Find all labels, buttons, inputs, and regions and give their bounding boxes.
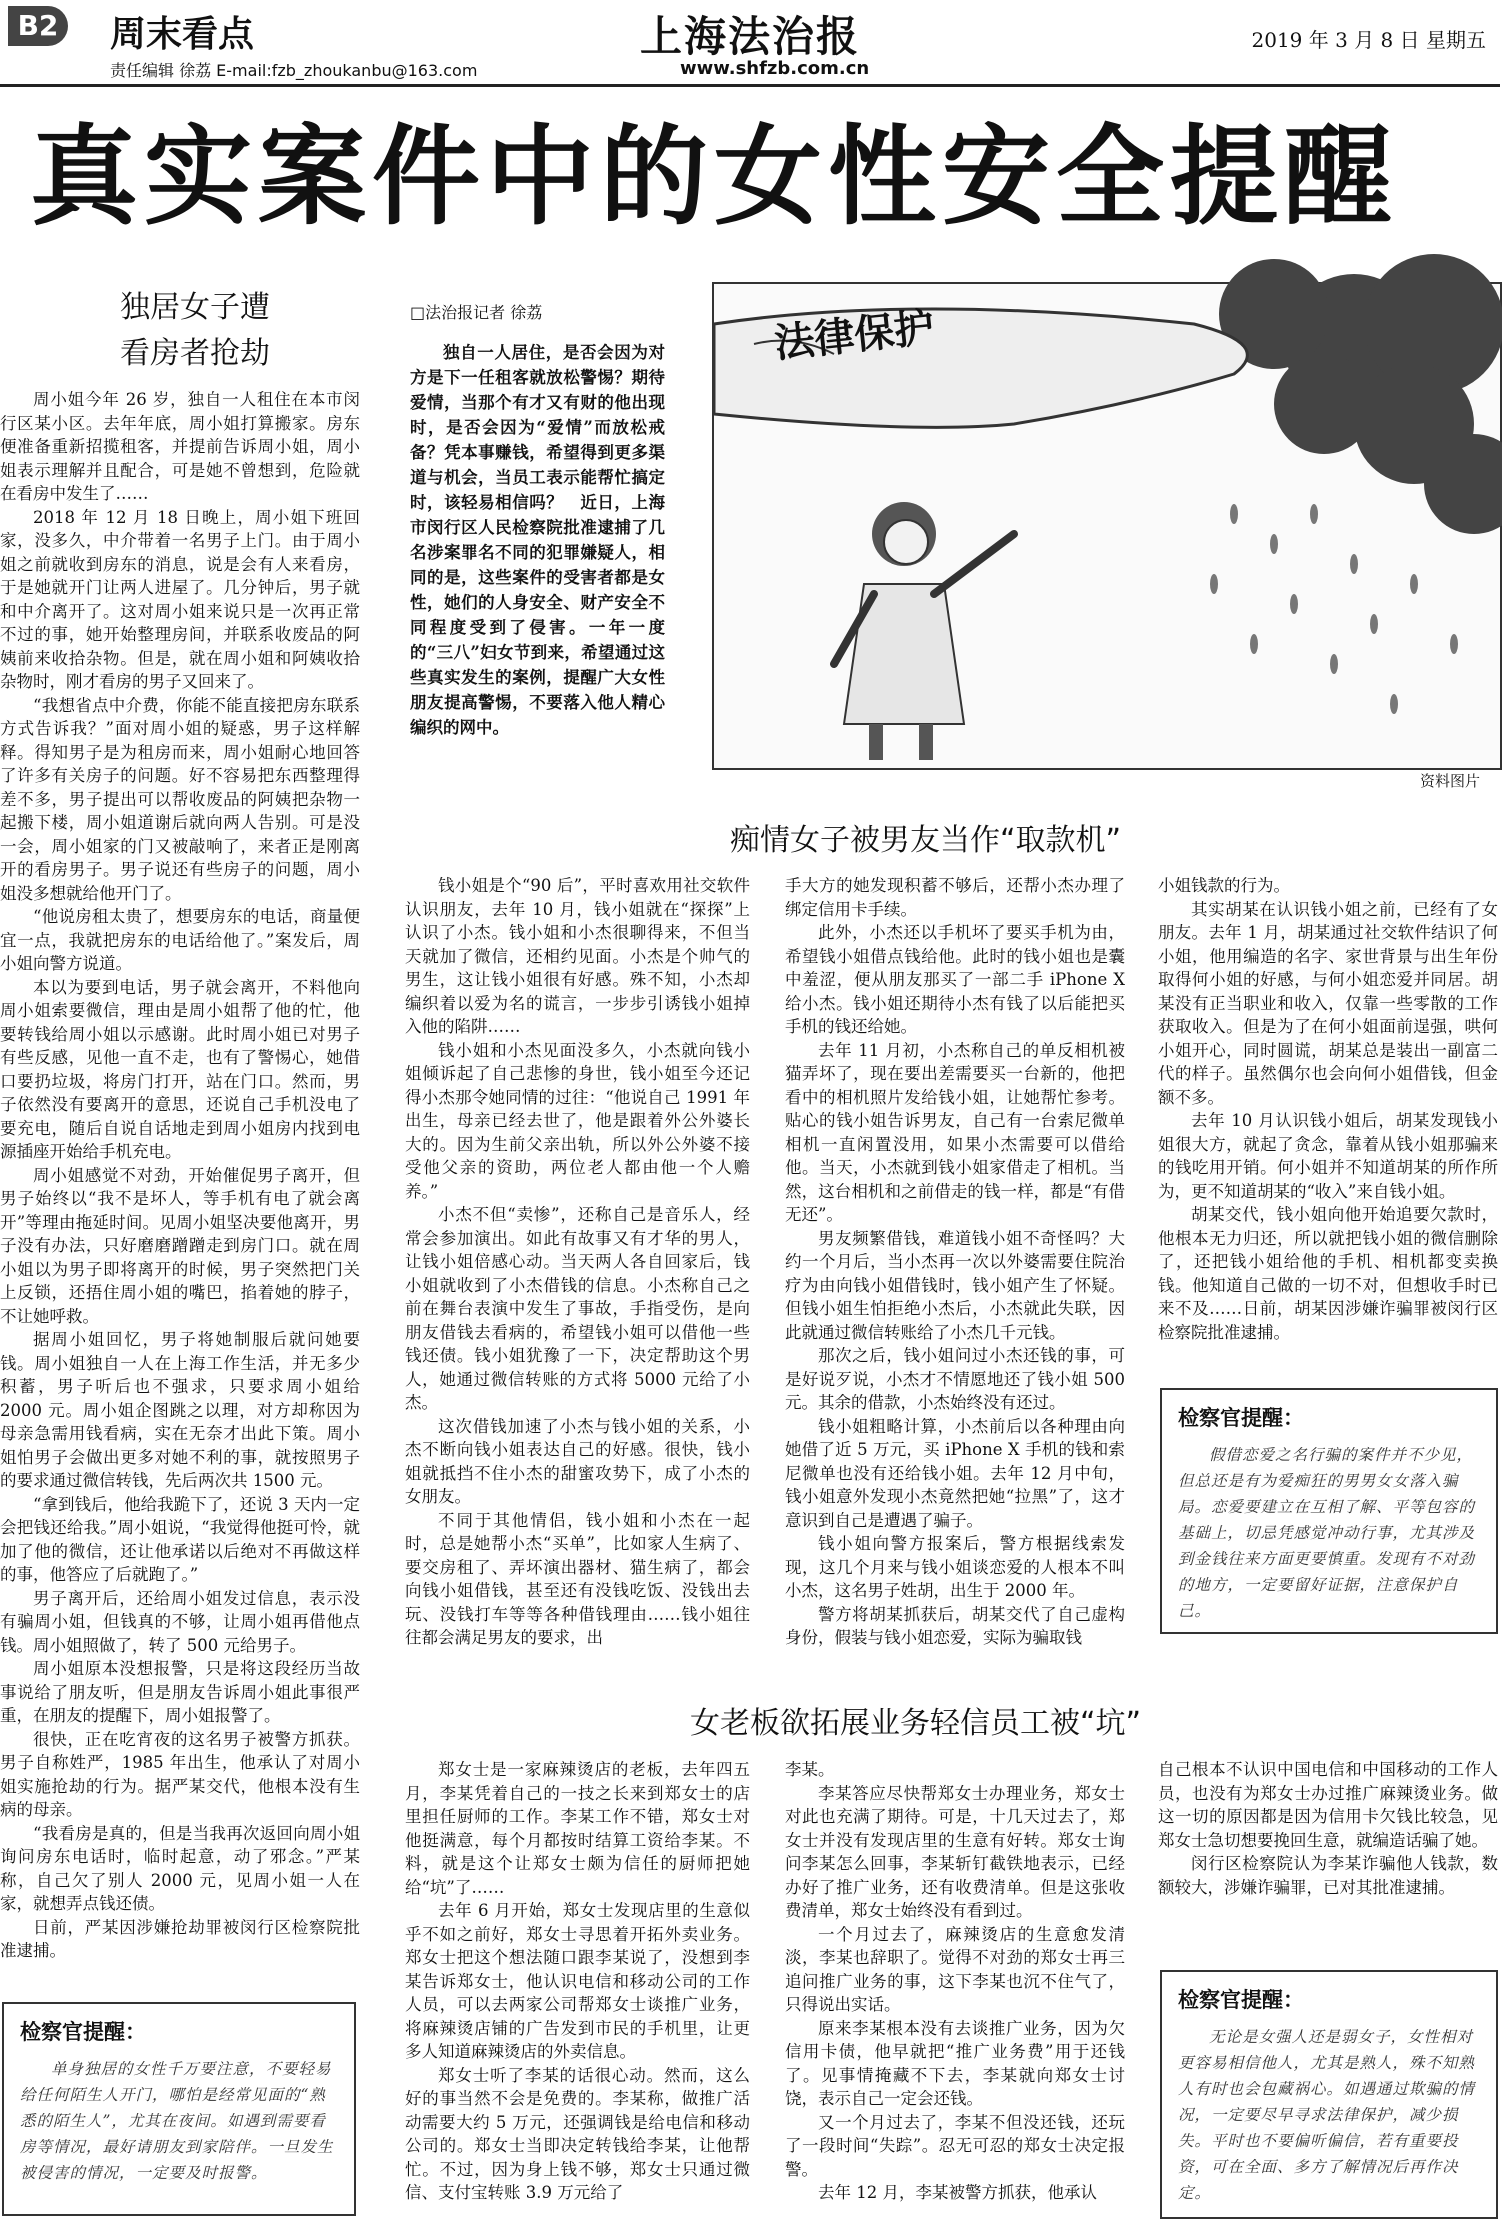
story1-title	[20, 285, 370, 377]
story3-reminder-box	[1160, 1970, 1498, 2219]
story1-paragraph: 周小姐今年 26 岁，独自一人租住在本市闵行区某小区。去年年底，周小姐打算搬家。房东便准备重新招揽租客，并提前告诉周小姐，周小姐表示理解并且配合，可是她不曾想到，危险就在看房中发生了……	[0, 390, 360, 503]
story2-paragraph: 小姐钱款的行为。	[1158, 876, 1290, 895]
page-headline: 真实案件中的女性安全提醒	[30, 115, 1399, 240]
story1-paragraph: 周小姐原本没想报警，只是将这段经历当故事说给了朋友听，但是朋友告诉周小姐此事很严重，在朋友的提醒下，周小姐报警了。	[0, 1659, 360, 1725]
story2-paragraph: 去年 11 月初，小杰称自己的单反相机被猫弄坏了，现在要出差需要买一台新的，他把看中的相机照片发给钱小姐，让她帮忙参考。贴心的钱小姐告诉男友，自己有一台索尼微单相机一直闲置没用，如果小杰需要可以借给他。当天，小杰就到钱小姐家借走了相机。当然，这台相机和之前借走的钱一样，都是“有借无还”。	[785, 1040, 1125, 1224]
story1-paragraph: “拿到钱后，他给我跪下了，还说 3 天内一定会把钱还给我。”周小姐说，“我觉得他挺可怜，就加了他的微信，还让他承诺以后绝对不再做这样的事，他答应了后就跑了。”	[0, 1494, 360, 1584]
story2-paragraph: 其实胡某在认识钱小姐之前，已经有了女朋友。去年 1 月，胡某通过社交软件结识了何小姐，他用编造的名字、家世背景与出生年份取得何小姐的好感，与何小姐恋爱并同居。胡某没有正当职业和收入，仅靠一些零散的工作获取收入。但是为了在何小姐面前逞强，哄何小姐开心，同时圆谎，胡某总是装出一副富二代的样子。虽然偶尔也会向何小姐借钱，但金额不多。	[1158, 899, 1498, 1107]
lead-paragraph: 独自一人居住，是否会因为对方是下一任租客就放松警惕？期待爱情，当那个有才又有财的他出现时，是否会因为“爱情”而放松戒备？凭本事赚钱，希望得到更多渠道与机会，当员工表示能帮忙搞定时，该轻易相信吗？ 近日，上海市闵行区人民检察院批准逮捕了几名涉案罪名不同的犯罪嫌疑人，相同的是，这些案件的受害者都是女性，她们的人身安全、财产安全不同程度受到了侵害。一年一度的“三八”妇女节到来，希望通过这些真实发生的案例，提醒广大女性朋友提高警惕，不要落入他人精心编织的网中。	[410, 343, 665, 737]
story2-reminder-box	[1160, 1388, 1498, 1634]
story2-paragraph: 此外，小杰还以手机坏了要买手机为由，希望钱小姐借点钱给他。此时的钱小姐也是囊中羞涩，便从朋友那买了一部二手 iPhone X 给小杰。钱小姐还期待小杰有钱了以后能把买手机的钱还给她。	[785, 923, 1125, 1036]
story2-paragraph: 那次之后，钱小姐问过小杰还钱的事，可是好说歹说，小杰才不情愿地还了钱小姐 500 元。其余的借款，小杰始终没有还过。	[785, 1346, 1125, 1412]
newspaper-url: www.shfzb.com.cn	[680, 58, 870, 79]
story1-paragraph: 据周小姐回忆，男子将她制服后就问她要钱。周小姐独自一人在上海工作生活，并无多少积蓄，男子听后也不强求，只要求周小姐给 2000 元。周小姐企图跳之以理，对方却称因为母亲急需用钱看病，实在无奈才出此下策。周小姐怕男子会做出更多对她不利的事，就按照男子的要求通过微信转钱，先后两次共 1500 元。	[0, 1330, 360, 1490]
story2-column-2	[785, 874, 1125, 1647]
story2-paragraph: 钱小姐向警方报案后，警方根据线索发现，这几个月来与钱小姐谈恋爱的人根本不叫小杰，这名男子姓胡，出生于 2000 年。	[785, 1534, 1125, 1600]
story3-paragraph: 又一个月过去了，李某不但没还钱，还玩了一段时间“失踪”。忍无可忍的郑女士决定报警。	[785, 2112, 1125, 2179]
story3-paragraph: 一个月过去了，麻辣烫店的生意愈发清淡，李某也辞职了。觉得不对劲的郑女士再三追问推广业务的事，这下李某也沉不住气了，只得说出实话。	[785, 1924, 1125, 2014]
story3-paragraph: 李某。	[785, 1760, 835, 1779]
editor-line: 责任编辑 徐荔 E-mail:fzb_zhoukanbu@163.com	[110, 61, 478, 80]
story3-reminder-text: 无论是女强人还是弱女子，女性相对更容易相信他人，尤其是熟人，殊不知熟人有时也会包藏祸心。如遇通过欺骗的情况，一定要尽早寻求法律保护，减少损失。平时也不要偏听偏信，若有重要投资，可在全面、多方了解情况后再作决定。	[1178, 2028, 1476, 2202]
story2-paragraph: 钱小姐和小杰见面没多久，小杰就向钱小姐倾诉起了自己悲惨的身世，钱小姐至今还记得小杰那令她同情的过往：“他说自己 1991 年出生，母亲已经去世了，他是跟着外公外婆长大的。因为生前父亲出轨，所以外公外婆不接受他父亲的资助，两位老人都由他一个人赡养。”	[405, 1040, 750, 1201]
section-badge: B2	[8, 6, 68, 46]
story2-title: 痴情女子被男友当作“取款机”	[730, 823, 1122, 858]
story3-column-3	[1158, 1758, 1498, 1948]
story3-reminder-title: 检察官提醒：	[1178, 1988, 1304, 2012]
story1-reminder-text: 单身独居的女性千万要注意，不要轻易给任何陌生人开门，哪怕是经常见面的“熟悉的陌生人”，尤其在夜间。如遇到需要看房等情况，最好请朋友到家陪伴。一旦发生被侵害的情况，一定要及时报警。	[20, 2060, 334, 2182]
story2-paragraph: 钱小姐粗略计算，小杰前后以各种理由向她借了近 5 万元，买 iPhone X 手机的钱和索尼微单也没有还给钱小姐。去年 12 月中旬，钱小姐意外发现小杰竟然把她“拉黑”了，这才意识到自己是遭遇了骗子。	[785, 1416, 1125, 1530]
story3-paragraph: 去年 6 月开始，郑女士发现店里的生意似乎不如之前好，郑女士寻思着开拓外卖业务。郑女士把这个想法随口跟李某说了，没想到李某告诉郑女士，他认识电信和移动公司的工作人员，可以去两家公司帮郑女士谈推广业务，将麻辣烫店铺的广告发到市民的手机里，让更多人知道麻辣烫店的外卖信息。	[405, 1901, 750, 2061]
story2-reminder-text: 假借恋爱之名行骗的案件并不少见，但总还是有为爱痴狂的男男女女落入骗局。恋爱要建立在互相了解、平等包容的基础上，切忌凭感觉冲动行事，尤其涉及到金钱往来方面更要慎重。发现有不对劲的地方，一定要留好证据，注意保护自己。	[1178, 1446, 1476, 1620]
story2-paragraph: 警方将胡某抓获后，胡某交代了自己虚构身份，假装与钱小姐恋爱，实际为骗取钱	[785, 1604, 1125, 1647]
story2-paragraph: 这次借钱加速了小杰与钱小姐的关系，小杰不断向钱小姐表达自己的好感。很快，钱小姐就抵挡不住小杰的甜蜜攻势下，成了小杰的女朋友。	[405, 1416, 750, 1506]
story1-paragraph: “我看房是真的，但是当我再次返回向周小姐询问房东电话时，临时起意，动了邪念。”严某称，自己欠了别人 2000 元，见周小姐一人在家，就想弄点钱还债。	[0, 1823, 360, 1913]
story1-paragraph: “他说房租太贵了，想要房东的电话，商量便宜一点，我就把房东的电话给他了。”案发后，周小姐向警方说道。	[0, 907, 360, 973]
story2-column-3	[1158, 874, 1498, 1342]
section-name: 周末看点	[110, 14, 255, 55]
illustration-caption: 资料图片	[1419, 772, 1480, 790]
story1-body	[0, 388, 360, 1978]
illustration	[712, 282, 1502, 770]
story1-paragraph: 男子离开后，还给周小姐发过信息，表示没有骗周小姐，但钱真的不够，让周小姐再借他点钱。周小姐照做了，转了 500 元给男子。	[0, 1588, 360, 1655]
story3-column-2	[785, 1758, 1125, 2223]
story2-column-1	[405, 874, 750, 1647]
story2-paragraph: 去年 10 月认识钱小姐后，胡某发现钱小姐很大方，就起了贪念，靠着从钱小姐那骗来的钱吃用开销。何小姐并不知道胡某的所作所为，更不知道胡某的“收入”来自钱小姐。	[1158, 1111, 1498, 1201]
illustration-banner: 法律保护	[772, 304, 937, 368]
story2-paragraph: 小杰不但“卖惨”，还称自己是音乐人，经常会参加演出。如此有故事又有才华的男人，让钱小姐倍感心动。当天两人各自回家后，钱小姐就收到了小杰借钱的信息。小杰称自己之前在舞台表演中发生了事故，手指受伤，是向朋友借钱去看病的，希望钱小姐可以借他一些钱还债。钱小姐犹豫了一下，决定帮助这个男人，她通过微信转账的方式将 5000 元给了小杰。	[405, 1205, 750, 1412]
story3-paragraph: 自己根本不认识中国电信和中国移动的工作人员，也没有为郑女士办过推广麻辣烫业务。做这一切的原因都是因为信用卡欠钱比较急，见郑女士急切想要挽回生意，就编造话骗了她。	[1158, 1760, 1498, 1850]
story3-paragraph: 郑女士听了李某的话很心动。然而，这么好的事当然不会是免费的。李某称，做推广活动需要大约 5 万元，还强调钱是给电信和移动公司的。郑女士当即决定转钱给李某，让他帮忙。不过，因为身上钱不够，郑女士只通过微信、支付宝转账 3.9 万元给了	[405, 2065, 750, 2202]
story3-title: 女老板欲拓展业务轻信员工被“坑”	[690, 1706, 1142, 1741]
story3-column-1	[405, 1758, 750, 2223]
story1-paragraph: 本以为要到电话，男子就会离开，不料他向周小姐索要微信，理由是周小姐帮了他的忙，他要转钱给周小姐以示感谢。此时周小姐已对男子有些反感，见他一直不走，也有了警惕心，她借口要扔垃圾，将房门打开，站在门口。然而，男子依然没有要离开的意思，还说自己手机没电了要充电，随后自说自话地走到周小姐房内找到电源插座开始给手机充电。	[0, 977, 360, 1161]
story2-paragraph: 手大方的她发现积蓄不够后，还帮小杰办理了绑定信用卡手续。	[785, 876, 1125, 919]
story2-paragraph: 胡某交代，钱小姐向他开始追要欠款时，他根本无力归还，所以就把钱小姐的微信删除了，还把钱小姐给他的手机、相机都变卖换钱。他知道自己做的一切不对，但想收手时已来不及……日前，胡某因涉嫌诈骗罪被闵行区检察院批准逮捕。	[1158, 1205, 1498, 1342]
story1-title-line1: 独居女子遭	[120, 290, 270, 325]
story1-reminder-box	[2, 2002, 356, 2216]
story2-paragraph: 钱小姐是个“90 后”，平时喜欢用社交软件认识朋友，去年 10 月，钱小姐就在“探探”上认识了小杰。钱小姐和小杰很聊得来，不但当天就加了微信，还相约见面。小杰是个帅气的男生，这让钱小姐很有好感。殊不知，小杰却编织着以爱为名的谎言，一步步引诱钱小姐掉入他的陷阱……	[405, 876, 750, 1036]
story3-paragraph: 去年 12 月，李某被警方抓获，他承认	[818, 2183, 1097, 2202]
story3-paragraph: 李某答应尽快帮郑女士办理业务，郑女士对此也充满了期待。可是，十几天过去了，郑女士并没有发现店里的生意有好转。郑女士询问李某怎么回事，李某斩钉截铁地表示，已经办好了推广业务，还有收费清单。但是这张收费清单，郑女士始终没有看到过。	[785, 1783, 1125, 1920]
lead-text	[410, 340, 665, 760]
story3-paragraph: 闵行区检察院认为李某诈骗他人钱款，数额较大，涉嫌诈骗罪，已对其批准逮捕。	[1158, 1854, 1498, 1897]
story1-paragraph: 很快，正在吃宵夜的这名男子被警方抓获。男子自称姓严，1985 年出生，他承认了对周小姐实施抢劫的行为。据严某交代，他根本没有生病的母亲。	[0, 1729, 360, 1819]
story2-reminder-title: 检察官提醒：	[1178, 1406, 1304, 1430]
story1-title-line2: 看房者抢劫	[120, 336, 270, 371]
story1-paragraph: “我想省点中介费，你能不能直接把房东联系方式告诉我？”面对周小姐的疑惑，男子这样解释。得知男子是为租房而来，周小姐耐心地回答了许多有关房子的问题。好不容易把东西整理得差不多，男子提出可以帮收废品的阿姨把杂物一起搬下楼，周小姐道谢后就向两人告别。可是没一会，周小姐家的门又被敲响了，来者正是刚离开的看房男子。男子说还有些房子的问题，周小姐没多想就给他开门了。	[0, 695, 360, 903]
story3-paragraph: 郑女士是一家麻辣烫店的老板，去年四五月，李某凭着自己的一技之长来到郑女士的店里担任厨师的工作。李某工作不错，郑女士对他挺满意，每个月都按时结算工资给李某。不料，就是这个让郑女士颇为信任的厨师把她给“坑”了……	[405, 1760, 750, 1897]
story1-paragraph: 2018 年 12 月 18 日晚上，周小姐下班回家，没多久，中介带着一名男子上门。由于周小姐之前就收到房东的消息，说是会有人来看房，于是她就开门让两人进屋了。几分钟后，男子就和中介离开了。这对周小姐来说只是一次再正常不过的事，她开始整理房间，并联系收废品的阿姨前来收拾杂物。但是，就在周小姐和阿姨收拾杂物时，刚才看房的男子又回来了。	[0, 507, 360, 691]
reporter-byline: □法治报记者 徐荔	[410, 303, 543, 322]
story1-paragraph: 日前，严某因涉嫌抢劫罪被闵行区检察院批准逮捕。	[0, 1917, 360, 1960]
masthead-rule	[0, 84, 1500, 87]
story2-paragraph: 不同于其他情侣，钱小姐和小杰在一起时，总是她帮小杰“买单”，比如家人生病了、要交房租了、弄坏演出器材、猫生病了，都会向钱小姐借钱，甚至还有没钱吃饭、没钱出去玩、没钱打车等等各种借钱理由……钱小姐往往都会满足男友的要求，出	[405, 1510, 750, 1647]
story2-paragraph: 男友频繁借钱，难道钱小姐不奇怪吗？大约一个月后，当小杰再一次以外婆需要住院治疗为由向钱小姐借钱时，钱小姐产生了怀疑。但钱小姐生怕拒绝小杰后，小杰就此失联，因此就通过微信转账给了小杰几千元钱。	[785, 1228, 1125, 1342]
story3-paragraph: 原来李某根本没有去谈推广业务，因为欠信用卡债，他早就把“推广业务费”用于还钱了。见事情掩藏不下去，李某就向郑女士讨饶，表示自己一定会还钱。	[785, 2018, 1125, 2108]
story1-paragraph: 周小姐感觉不对劲，开始催促男子离开，但男子始终以“我不是坏人，等手机有电了就会离开”等理由拖延时间。见周小姐坚决要他离开，男子没有办法，只好磨磨蹭蹭走到房门口。就在周小姐以为男子即将离开的时候，男子突然把门关上反锁，还捂住周小姐的嘴巴，掐着她的脖子，不让她呼救。	[0, 1165, 360, 1326]
issue-date: 2019 年 3 月 8 日 星期五	[1251, 28, 1486, 52]
story1-reminder-title: 检察官提醒：	[20, 2020, 146, 2044]
newspaper-logo: 上海法治报	[640, 12, 861, 61]
